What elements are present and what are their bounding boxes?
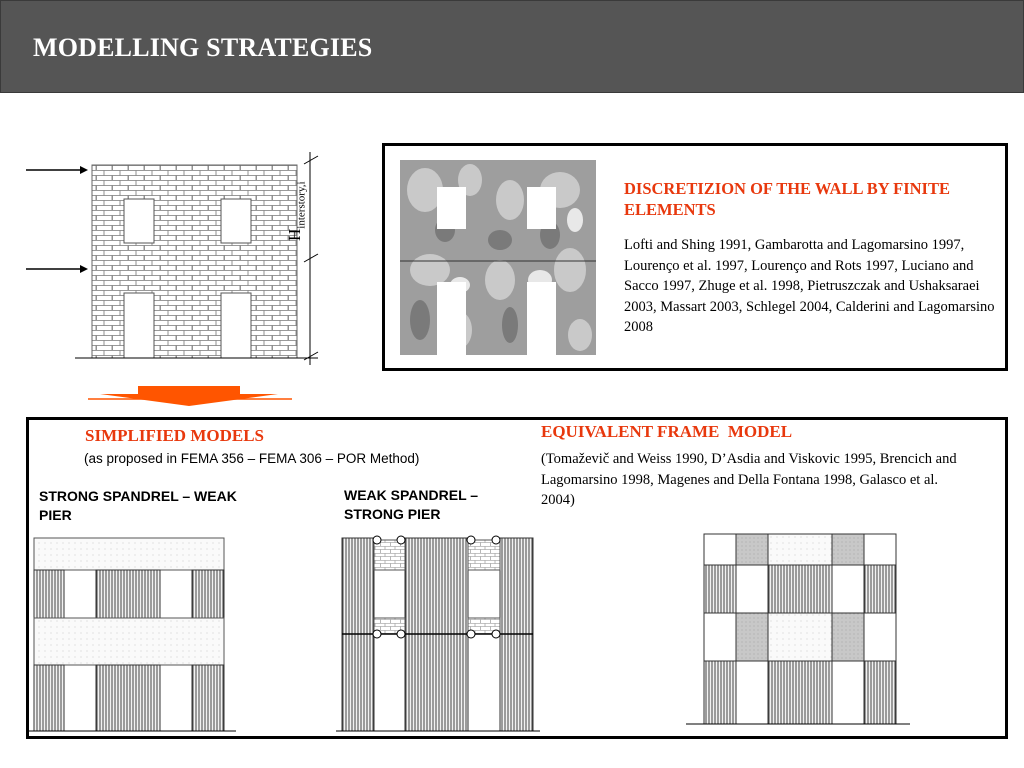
pier [768,565,832,613]
spandrel [768,613,832,661]
simplified-models-subtitle: (as proposed in FEMA 356 – FEMA 306 – POR Method) [84,451,420,466]
spandrel [768,534,832,565]
node-panel [736,534,768,565]
node-panel [832,613,864,661]
equivalent-frame-title: EQUIVALENT FRAME MODEL [541,422,793,441]
pier [864,661,896,724]
pier [864,565,896,613]
weak-spandrel-label: WEAK SPANDREL – STRONG PIER [344,487,479,522]
height-label-sub: interstory,i [295,181,308,229]
height-label-main: H [285,228,304,241]
node-panel [736,613,768,661]
pier [704,565,736,613]
fem-title: DISCRETIZION OF THE WALL BY FINITE ELEMENTS [624,179,950,219]
strong-spandrel-label: STRONG SPANDREL – WEAK PIER [39,488,237,523]
pier [704,661,736,724]
pier [768,661,832,724]
equivalent-frame-references: (Tomaževič and Weiss 1990, D’Asdia and Viskovic 1995, Brencich and Lagomarsino 1998, Magenes and Della Fontana 1998, Galasco et al. 2004) [541,451,957,508]
page-title: MODELLING STRATEGIES [33,33,373,62]
simplified-models-title: SIMPLIFIED MODELS [85,426,264,445]
node-panel [832,534,864,565]
fem-references: Lofti and Shing 1991, Gambarotta and Lagomarsino 1997, Lourenço et al. 1997, Lourenço and Rots 1997, Luciano and Sacco 1997, Zhuge et al. 1998, Pietruszczak and Ushaksaraei 2003, Massart 2003, Schlegel 2004, Calderini and Lagomarsino 2008 [624,237,995,335]
